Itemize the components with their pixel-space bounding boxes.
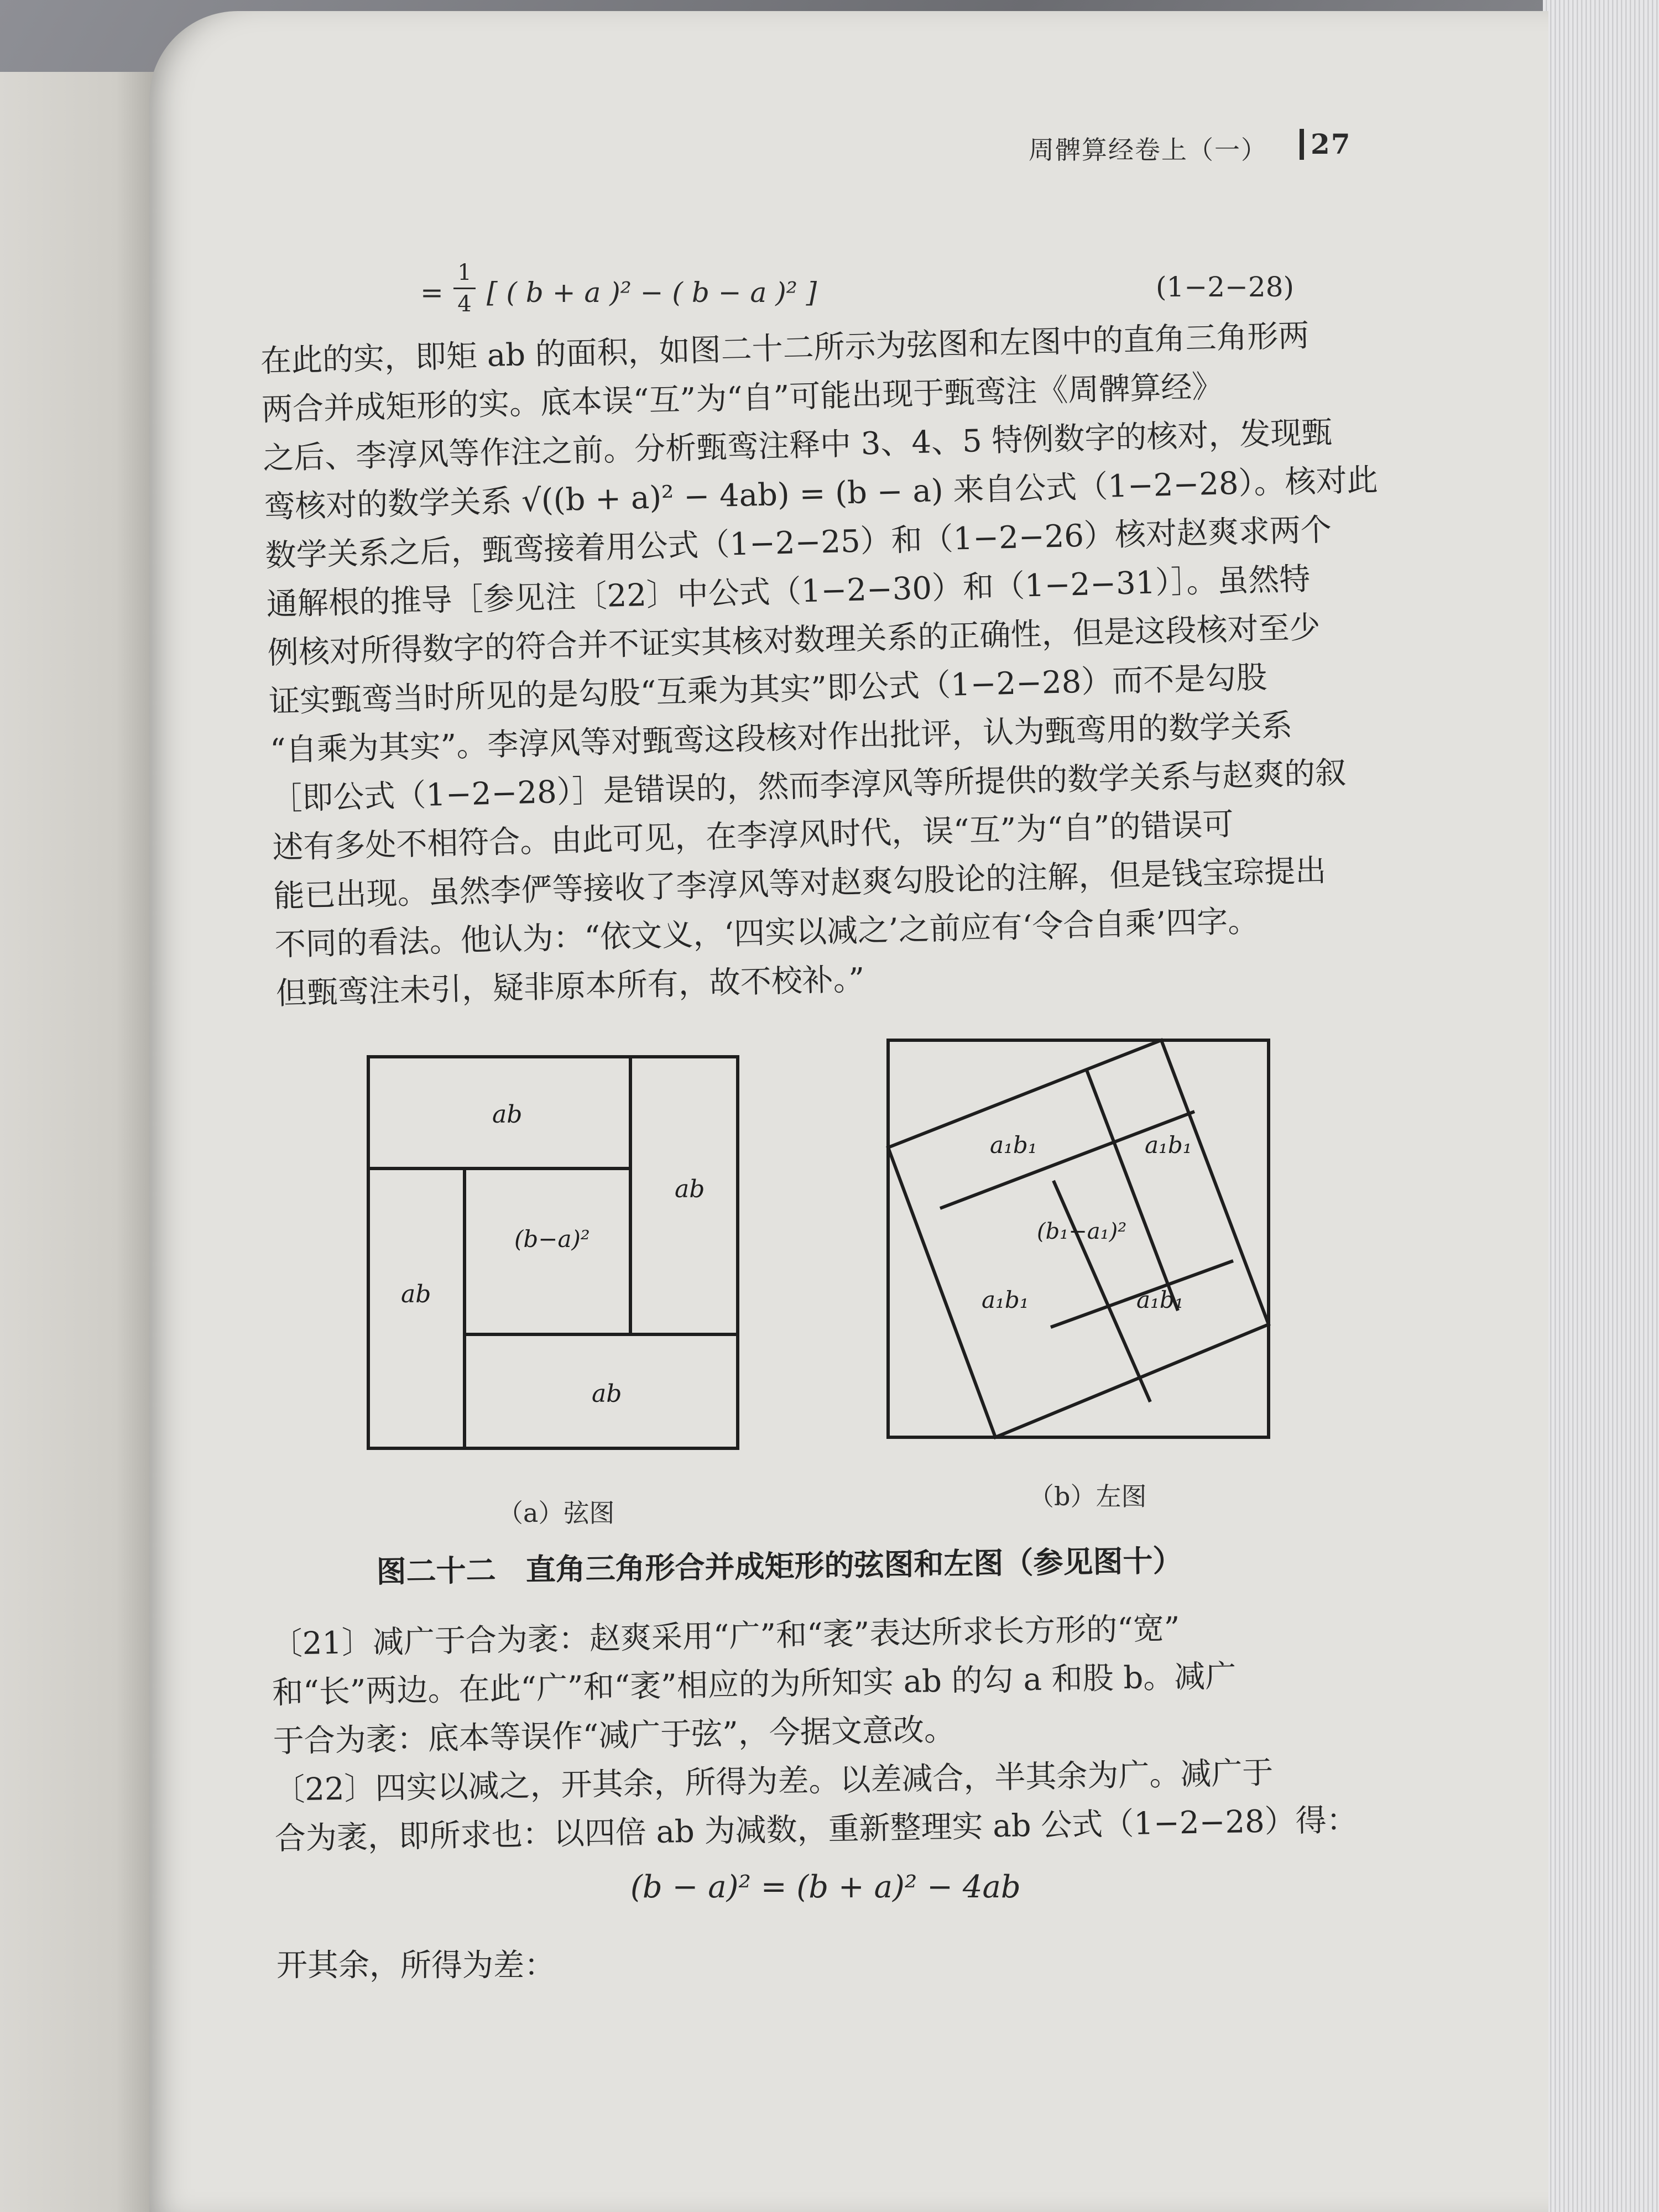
paragraph-line: 但甄鸾注未引，疑非原本所有，故不校补。” [275, 961, 865, 1012]
note-line: 〔22〕四实以减之，开其余，所得为差。以差减合，半其余为广。减广于 [273, 1755, 1274, 1808]
running-header [1029, 124, 1360, 169]
equation-fraction [453, 260, 476, 317]
fraction-denominator: 4 [457, 291, 472, 317]
paragraph-line: 之后、李淳风等作注之前。分析甄鸾注释中 3、4、5 特例数字的核对，发现甄 [262, 414, 1333, 477]
paragraph-line: 例核对所得数字的符合并不证实其核对数理关系的正确性，但是这段核对至少 [267, 609, 1321, 671]
label-a1b1-bottom-left: a₁b₁ [982, 1286, 1029, 1313]
paragraph-line: 证实甄鸾当时所见的是勾股“互乘为其实”即公式（1−2−28）而不是勾股 [268, 659, 1267, 720]
left-page-edge [0, 72, 166, 2212]
equation-prefix: = [420, 276, 444, 309]
note-line: 和“长”两边。在此“广”和“袤”相应的为所知实 ab 的勾 a 和股 b。减广 [272, 1658, 1237, 1711]
outer-square [368, 1057, 738, 1448]
paragraph-line: ［即公式（1−2−28）］是错误的，然而李淳风等所提供的数学关系与赵爽的叙 [270, 755, 1347, 817]
equation-center: (b − a)² = (b + a)² − 4ab [630, 1869, 1021, 1905]
figure-title: 图二十二 直角三角形合并成矩形的弦图和左图（参见图十） [376, 1542, 1183, 1589]
label-center-square: (b₁−a₁)² [1037, 1219, 1127, 1244]
label-ab-top: ab [492, 1100, 523, 1129]
equation-body: [ ( b + a )² − ( b − a )² ] [487, 276, 817, 309]
equation-number: (1−2−28) [1156, 271, 1295, 303]
paragraph-line: “自乘为其实”。李淳风等对甄鸾这段核对作出批评，认为甄鸾用的数学关系 [269, 707, 1293, 769]
figure-a-xian-diagram [365, 1053, 741, 1452]
paragraph-line: 不同的看法。他认为：“依文义，‘四实以减之’之前应有‘令合自乘’四字。 [274, 903, 1259, 963]
book-page-edges [1543, 0, 1659, 2212]
paragraph-line: 能已出现。虽然李俨等接收了李淳风等对赵爽勾股论的注解，但是钱宝琮提出 [273, 853, 1327, 915]
label-ab-bottom: ab [592, 1380, 622, 1408]
label-a1b1-top-right: a₁b₁ [1145, 1131, 1192, 1159]
label-ab-left: ab [401, 1280, 431, 1308]
paragraph-line: 数学关系之后，甄鸾接着用公式（1−2−25）和（1−2−26）核对赵爽求两个 [264, 512, 1332, 574]
divider [1053, 1181, 1150, 1402]
paragraph-line: 两合并成矩形的实。底本误“互”为“自”可能出现于甄鸾注《周髀算经》 [261, 368, 1224, 428]
label-a1b1-top-left: a₁b₁ [990, 1131, 1037, 1159]
note-line: 合为袤，即所求也：以四倍 ab 为减数，重新整理实 ab 公式（1−2−28）得： [274, 1802, 1358, 1857]
caption-figure-b: （b）左图 [1029, 1481, 1147, 1511]
divider [1087, 1070, 1178, 1311]
last-line: 开其余，所得为差： [276, 1948, 555, 1984]
main-paragraph [260, 310, 1399, 1018]
label-a1b1-bottom-right: a₁b₁ [1136, 1286, 1184, 1313]
note-line: 〔21〕减广于合为袤：赵爽采用“广”和“袤”表达所求长方形的“宽” [271, 1610, 1181, 1662]
divider [940, 1112, 1194, 1208]
fraction-numerator: 1 [457, 260, 472, 285]
paragraph-line: 通解根的推导［参见注〔22〕中公式（1−2−30）和（1−2−31）］。虽然特 [266, 561, 1311, 623]
caption-figure-a: （a）弦图 [498, 1498, 615, 1528]
paragraph-line: 在此的实，即矩 ab 的面积，如图二十二所示为弦图和左图中的直角三角形两 [260, 317, 1310, 379]
paragraph-line: 鸾核对的数学关系 √((b + a)² − 4ab) = (b − a) 来自公式（1−2−28）。核对此 [263, 462, 1379, 525]
label-ab-right: ab [675, 1175, 705, 1203]
fraction-bar [453, 288, 476, 289]
header-divider [1300, 129, 1304, 160]
note-line: 于合为袤：底本等误作“减广于弦”，今据文意改。 [273, 1712, 956, 1760]
header-title: 周髀算经卷上（一） [1029, 135, 1267, 165]
paragraph-line: 述有多处不相符合。由此可见，在李淳风时代，误“互”为“自”的错误可 [272, 806, 1234, 866]
figure-b-left-diagram [885, 1037, 1272, 1441]
label-center-square: (b−a)² [514, 1225, 590, 1253]
notes-section [271, 1601, 1397, 1864]
page-number: 27 [1311, 128, 1352, 160]
